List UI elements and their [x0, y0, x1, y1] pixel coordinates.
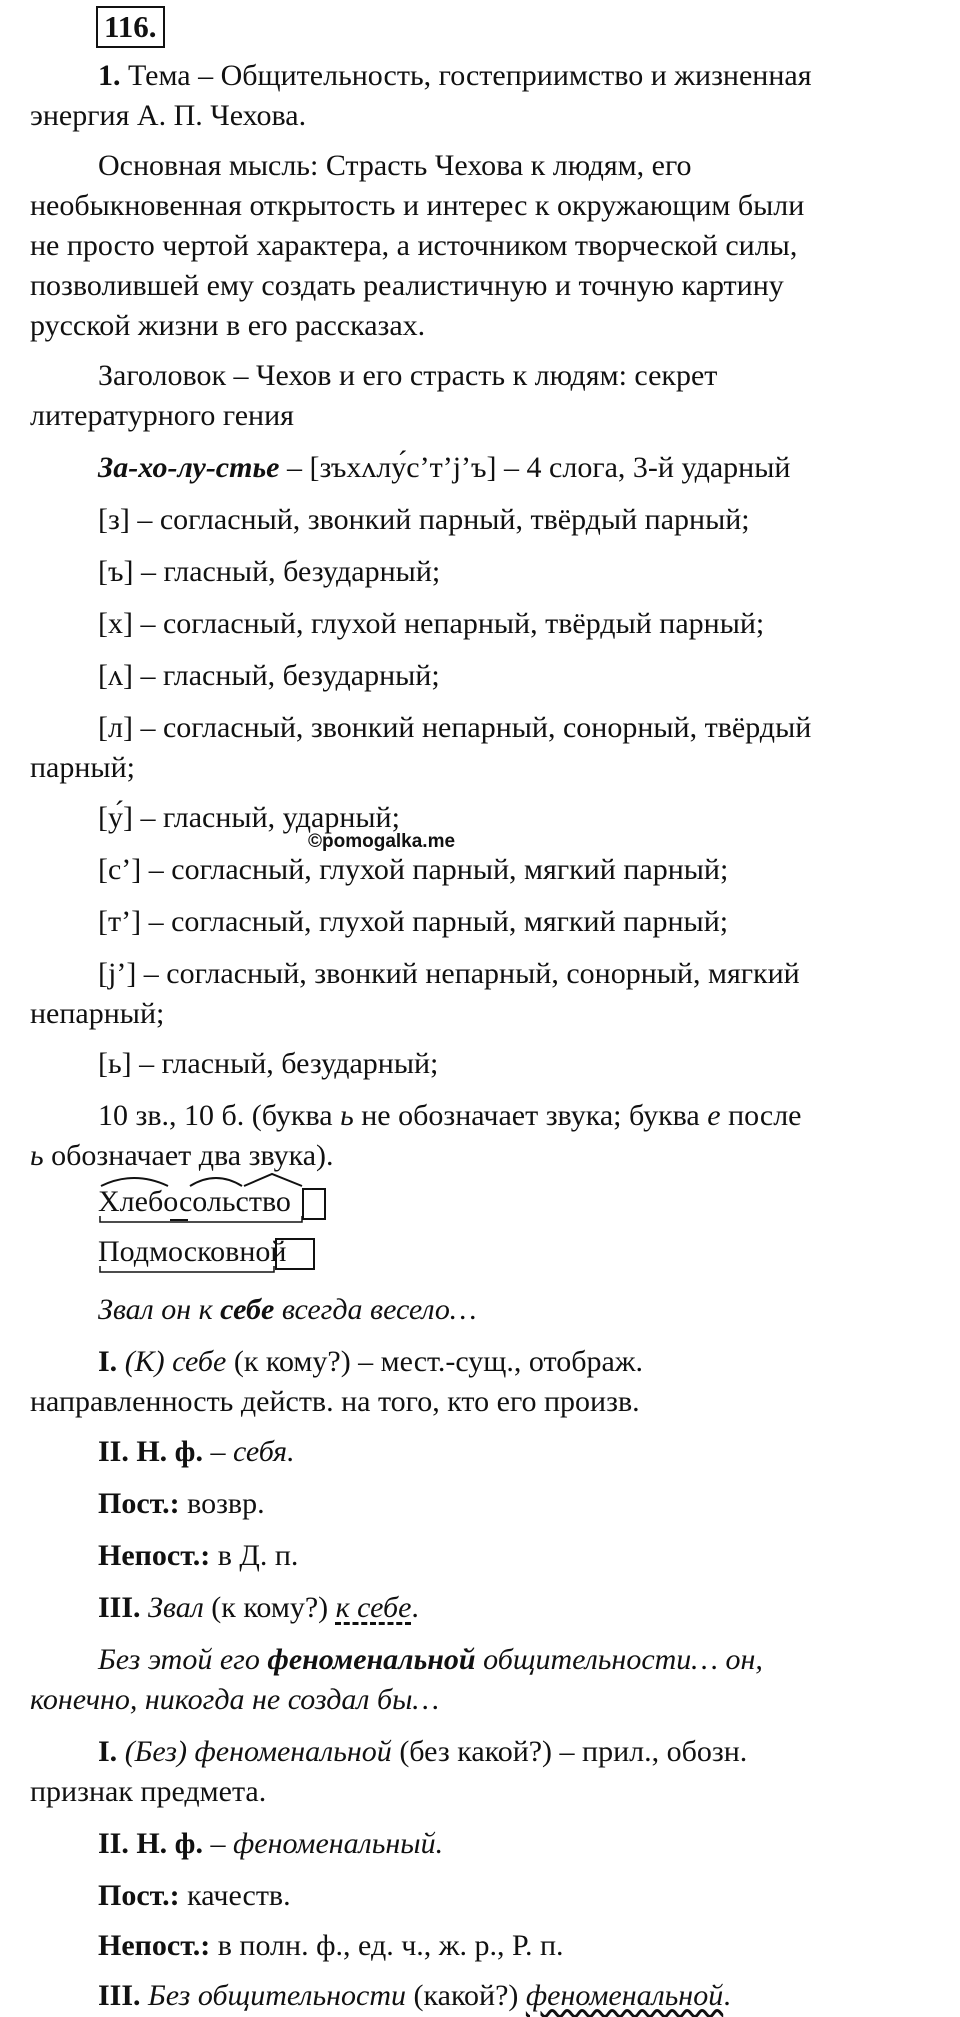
- main-idea-line-2: необыкновенная открытость и интерес к окружающим были: [30, 189, 805, 222]
- morpheme-word-text: Подмосковной: [98, 1235, 287, 1268]
- analysis-step-ii: II. Н. ф. – себя.: [98, 1435, 295, 1468]
- analysis-constant: Пост.: возвр.: [98, 1487, 265, 1520]
- topic-line-2: энергия А. П. Чехова.: [30, 99, 307, 132]
- sound-line: [х] – согласный, глухой непарный, твёрдый парный;: [98, 607, 765, 640]
- analysis-quote-wrap: конечно, никогда не создал бы…: [30, 1683, 440, 1716]
- count-line-2: ь обозначает два звука).: [30, 1139, 334, 1172]
- exercise-number: 116.: [96, 6, 165, 48]
- main-idea-line-5: русской жизни в его рассказах.: [30, 309, 426, 342]
- analysis-step-i: I. (Без) феноменальной (без какой?) – прил., обозн.: [98, 1735, 748, 1768]
- analysis-constant: Пост.: качеств.: [98, 1879, 291, 1912]
- sound-line-wrap: парный;: [30, 751, 135, 784]
- analysis-quote: Без этой его феноменальной общительности… он,: [98, 1643, 763, 1676]
- analysis-step-i-wrap: направленность действ. на того, кто его произв.: [30, 1385, 640, 1418]
- sound-line: [т’] – согласный, глухой парный, мягкий парный;: [98, 905, 729, 938]
- analysis-step-ii: II. Н. ф. – феноменальный.: [98, 1827, 444, 1860]
- morpheme-word-2: [98, 1222, 328, 1274]
- sound-line: [с’] – согласный, глухой парный, мягкий парный;: [98, 853, 729, 886]
- sound-line-wrap: непарный;: [30, 997, 165, 1030]
- analysis-step-i: I. (К) себе (к кому?) – мест.-сущ., отображ.: [98, 1345, 644, 1378]
- sound-line: [у́] – гласный, ударный;: [98, 801, 400, 834]
- main-idea-line-3: не просто чертой характера, а источником творческой силы,: [30, 229, 798, 262]
- title-line-2: литературного гения: [30, 399, 294, 432]
- analysis-quote: Звал он к себе всегда весело…: [98, 1293, 477, 1326]
- sound-line: [ь] – гласный, безударный;: [98, 1047, 439, 1080]
- phonetic-header: За-хо-лу-стье – [зъхʌлу́с’т’j’ъ] – 4 слога, 3-й ударный: [98, 451, 791, 484]
- main-idea-line-4: позволившей ему создать реалистичную и точную картину: [30, 269, 784, 302]
- analysis-step-i-wrap: признак предмета.: [30, 1775, 267, 1808]
- morpheme-word-text: Хлебосольство: [98, 1185, 291, 1218]
- analysis-variable: Непост.: в полн. ф., ед. ч., ж. р., Р. п.: [98, 1929, 564, 1962]
- sound-line: [ъ] – гласный, безударный;: [98, 555, 441, 588]
- morpheme-word-1: [98, 1172, 328, 1224]
- analysis-variable: Непост.: в Д. п.: [98, 1539, 299, 1572]
- count-line-1: 10 зв., 10 б. (буква ь не обозначает звука; буква е после: [98, 1099, 802, 1132]
- analysis-step-iii: III. Звал (к кому?) к себе.: [98, 1591, 419, 1624]
- title-line-1: Заголовок – Чехов и его страсть к людям: секрет: [98, 359, 718, 392]
- main-idea-line-1: Основная мысль: Страсть Чехова к людям, его: [98, 149, 692, 182]
- sound-line: [л] – согласный, звонкий непарный, сонорный, твёрдый: [98, 711, 812, 744]
- topic-line: 1. Тема – Общительность, гостеприимство и жизненная: [98, 59, 812, 92]
- analysis-step-iii: III. Без общительности (какой?) феноменальной.: [98, 1979, 731, 2012]
- sound-line: [ʌ] – гласный, безударный;: [98, 659, 440, 692]
- watermark: ©pomogalka.me: [308, 831, 456, 852]
- sound-line: [з] – согласный, звонкий парный, твёрдый парный;: [98, 503, 750, 536]
- sound-line: [j’] – согласный, звонкий непарный, сонорный, мягкий: [98, 957, 800, 990]
